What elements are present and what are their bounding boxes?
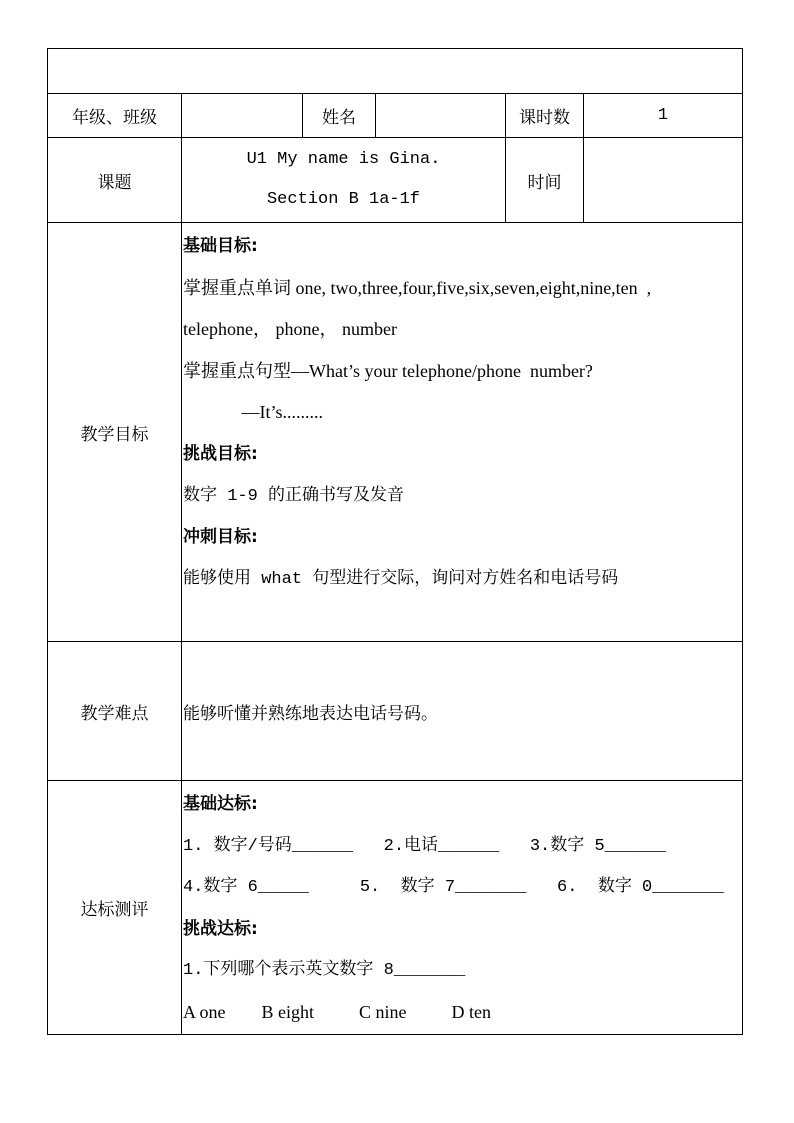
objectives-label: 教学目标 <box>48 223 182 642</box>
lesson-plan-table <box>47 48 743 1035</box>
objectives-content <box>182 223 743 642</box>
time-label: 时间 <box>506 138 584 223</box>
periods-label: 课时数 <box>506 94 584 138</box>
challenge-assessment-heading: 挑战达标: <box>183 918 258 939</box>
sprint-goal-text: 能够使用 what 句型进行交际，询问对方姓名和电话号码 <box>183 569 619 589</box>
name-label: 姓名 <box>303 94 376 138</box>
challenge-question: 1.下列哪个表示英文数字 8_______ <box>183 961 466 981</box>
assessment-content <box>182 781 743 1035</box>
time-value <box>584 138 743 223</box>
sprint-goal-heading: 冲刺目标: <box>183 527 258 548</box>
grade-class-value <box>182 94 303 138</box>
basic-question-row-2: 4.数字 6_____ 5. 数字 7_______ 6. 数字 0_______ <box>183 878 724 898</box>
key-words-line-cont: telephone， phone， number <box>183 319 397 340</box>
periods-value: 1 <box>584 94 743 138</box>
topic-title-line2: Section B 1a-1f <box>266 190 421 209</box>
basic-assessment-heading: 基础达标: <box>183 794 258 814</box>
key-sentence-line: 掌握重点句型—What’s your telephone/phone number? <box>183 360 593 381</box>
grade-class-label: 年级、班级 <box>48 94 182 138</box>
blank-title-row <box>48 49 743 94</box>
basic-question-row-1: 1. 数字/号码______ 2.电话______ 3.数字 5______ <box>183 836 666 856</box>
topic-label: 课题 <box>48 138 182 223</box>
name-value <box>376 94 506 138</box>
challenge-question-options: A one B eight C nine D ten <box>183 1001 491 1022</box>
difficulty-label: 教学难点 <box>48 642 182 781</box>
key-sentence-answer: —It’s......... <box>183 402 324 423</box>
difficulty-text: 能够听懂并熟练地表达电话号码。 <box>182 642 743 781</box>
topic-value <box>182 138 506 223</box>
challenge-goal-heading: 挑战目标: <box>183 443 258 464</box>
topic-title-line1: U1 My name is Gina. <box>246 150 441 169</box>
challenge-goal-text: 数字 1-9 的正确书写及发音 <box>183 486 405 506</box>
basic-goal-heading: 基础目标: <box>183 236 258 256</box>
assessment-label: 达标测评 <box>48 781 182 1035</box>
key-words-line: 掌握重点单词 one, two,three,four,five,six,seven,eight,nine,ten , <box>183 277 652 298</box>
